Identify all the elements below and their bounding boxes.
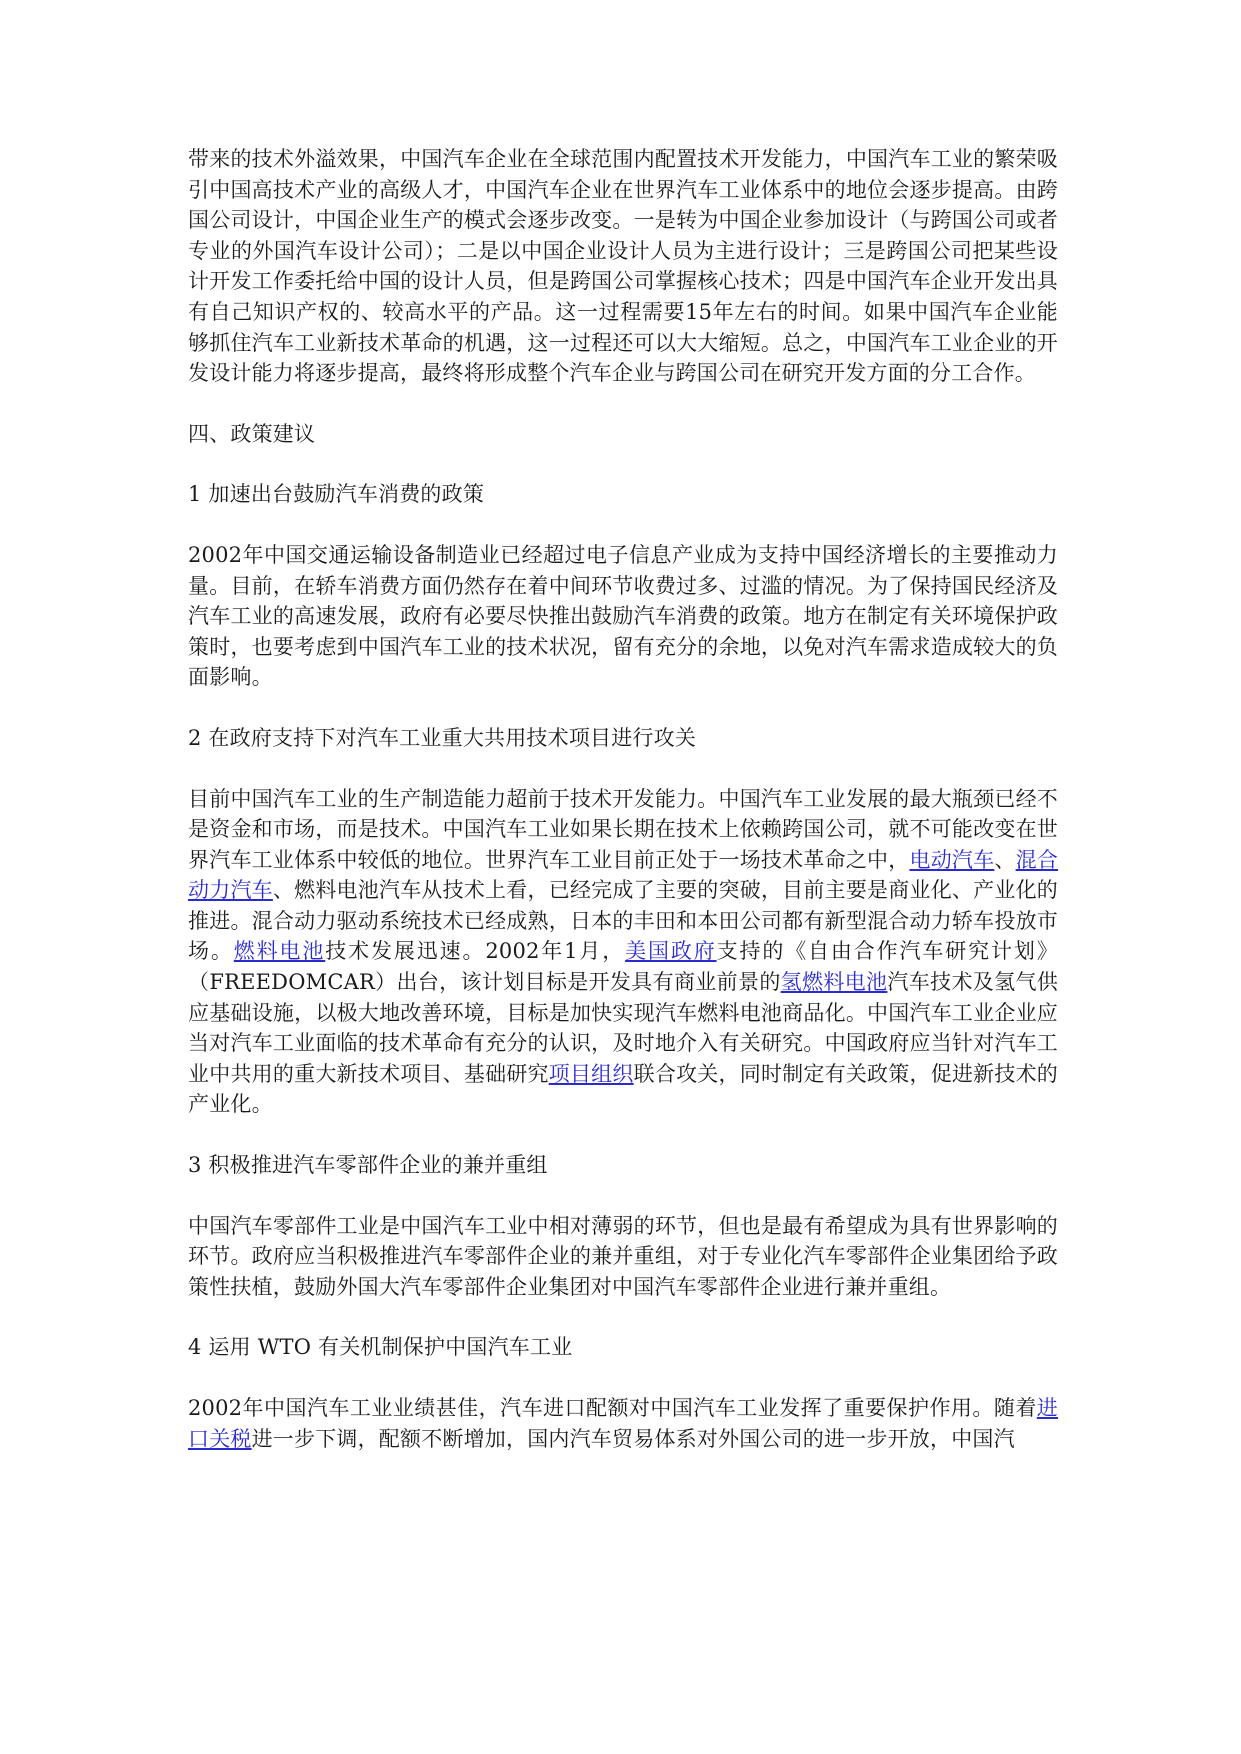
link-project-organization[interactable]: 项目组织: [548, 1061, 634, 1086]
subsection-4-paragraph: [188, 1393, 1058, 1454]
text-run: 汽车技术及氢气供应基础设施，以极大地改善环境，目标是加快实现汽车燃料电池商品化。中国汽车工业企业应当对汽车工业面临的技术革命有充分的认识，及时地介入有关研究。中国政府应当针对汽车工业中共用的重大新技术项目、基础研究: [188, 970, 1059, 1086]
spacer: [188, 1181, 1058, 1211]
link-import-tariff[interactable]: 进口关税: [188, 1396, 1058, 1451]
text-run: 技术发展迅速。2002年1月，: [325, 939, 626, 964]
link-hydrogen-fuel-cell[interactable]: 氢燃料电池: [780, 970, 888, 995]
text-run: 、: [994, 847, 1016, 872]
subsection-2-paragraph: [188, 784, 1058, 1121]
spacer: [188, 754, 1058, 784]
subsection-heading-4: 4 运用 WTO 有关机制保护中国汽车工业: [188, 1335, 573, 1360]
spacer: [188, 1302, 1058, 1332]
spacer: [188, 693, 1058, 723]
spacer: [188, 510, 1058, 540]
subsection-1-paragraph: 2002年中国交通运输设备制造业已经超过电子信息产业成为支持中国经济增长的主要推动力量。目前，在轿车消费方面仍然存在着中间环节收费过多、过滥的情况。为了保持国民经济及汽车工业的高速发展，政府有必要尽快推出鼓励汽车消费的政策。地方在制定有关环境保护政策时，也要考虑到中国汽车工业的技术状况，留有充分的余地，以免对汽车需求造成较大的负面影响。: [188, 542, 1058, 690]
link-electric-vehicle[interactable]: 电动汽车: [909, 847, 995, 872]
text-run: 、燃料电池汽车从技术上看，已经完成了主要的突破，目前主要是商业化、产业化的推进。混合动力驱动系统技术已经成熟，日本的丰田和本田公司都有新型混合动力轿车投放市场。: [188, 878, 1058, 964]
link-hybrid-vehicle[interactable]: 混合动力汽车: [188, 847, 1059, 903]
spacer: [188, 1363, 1058, 1393]
subsection-heading-1: 1 加速出台鼓励汽车消费的政策: [188, 482, 485, 507]
section-heading-policy: 四、政策建议: [188, 421, 316, 446]
subsection-heading-3: 3 积极推进汽车零部件企业的兼并重组: [188, 1153, 548, 1178]
text-run: 2002年中国汽车工业业绩甚佳，汽车进口配额对中国汽车工业发挥了重要保护作用。随着: [188, 1396, 1037, 1420]
text-run: 目前中国汽车工业的生产制造能力超前于技术开发能力。中国汽车工业发展的最大瓶颈已经不是资金和市场，而是技术。中国汽车工业如果长期在技术上依赖跨国公司，就不可能改变在世界汽车工业体系中较低的地位。世界汽车工业目前正处于一场技术革命之中，: [188, 786, 1058, 872]
subsection-heading-2: 2 在政府支持下对汽车工业重大共用技术项目进行攻关: [188, 725, 697, 750]
link-fuel-cell[interactable]: 燃料电池: [233, 939, 326, 964]
spacer: [188, 389, 1058, 419]
subsection-3-paragraph: 中国汽车零部件工业是中国汽车工业中相对薄弱的环节，但也是最有希望成为具有世界影响的环节。政府应当积极推进汽车零部件企业的兼并重组，对于专业化汽车零部件企业集团给予政策性扶植，鼓励外国大汽车零部件企业集团对中国汽车零部件企业进行兼并重组。: [188, 1213, 1058, 1299]
spacer: [188, 1120, 1058, 1150]
spacer: [188, 449, 1058, 479]
text-run: 进一步下调，配额不断增加，国内汽车贸易体系对外国公司的进一步开放，中国汽: [251, 1426, 1015, 1451]
document-page: [188, 144, 1058, 1454]
text-run: 联合攻关，同时制定有关政策，促进新技术的产业化。: [188, 1061, 1058, 1117]
link-us-government[interactable]: 美国政府: [625, 939, 717, 964]
text-run: 支持的《自由合作汽车研究计划》（FREEDOMCAR）出台，该计划目标是开发具有商业前景的: [188, 939, 1058, 995]
intro-paragraph: 带来的技术外溢效果，中国汽车企业在全球范围内配置技术开发能力，中国汽车工业的繁荣吸引中国高技术产业的高级人才，中国汽车企业在世界汽车工业体系中的地位会逐步提高。由跨国公司设计，中国企业生产的模式会逐步改变。一是转为中国企业参加设计（与跨国公司或者专业的外国汽车设计公司）；二是以中国企业设计人员为主进行设计；三是跨国公司把某些设计开发工作委托给中国的设计人员，但是跨国公司掌握核心技术；四是中国汽车企业开发出具有自己知识产权的、较高水平的产品。这一过程需要15年左右的时间。如果中国汽车企业能够抓住汽车工业新技术革命的机遇，这一过程还可以大大缩短。总之，中国汽车工业企业的开发设计能力将逐步提高，最终将形成整个汽车企业与跨国公司在研究开发方面的分工合作。: [188, 147, 1058, 386]
